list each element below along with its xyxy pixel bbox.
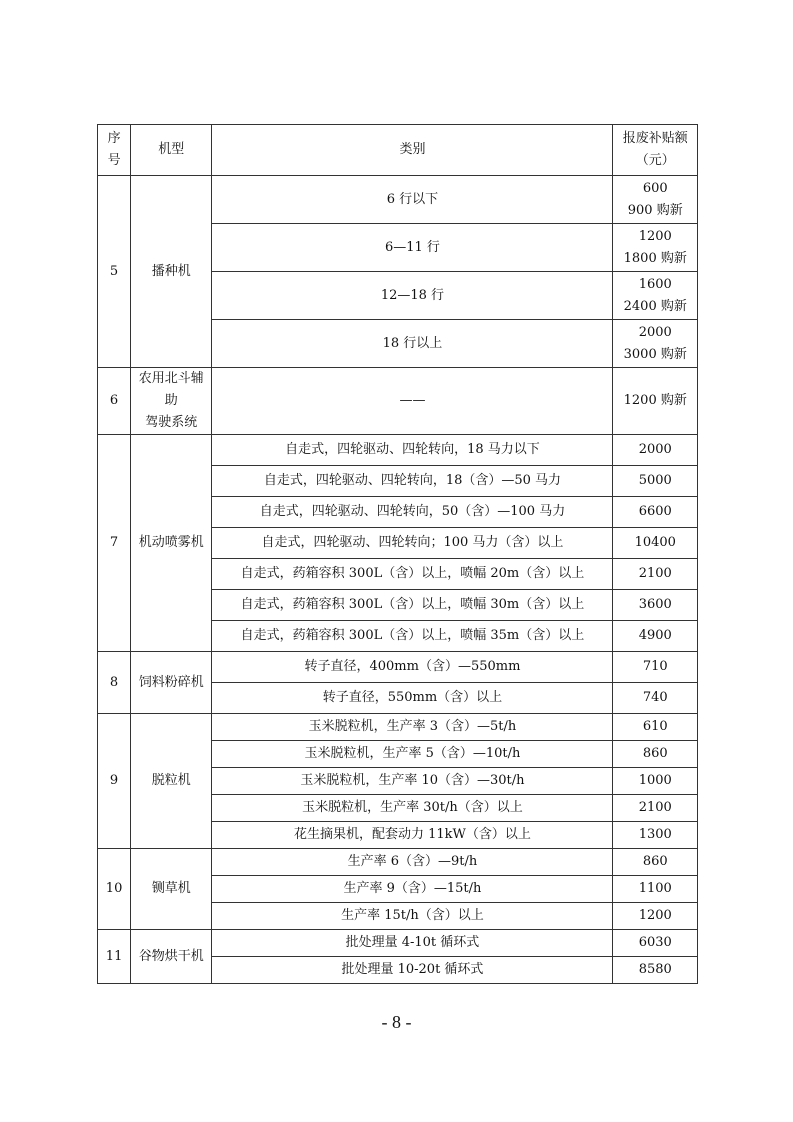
table-row — [98, 176, 698, 224]
category-cell: 自走式，四轮驱动、四轮转向；100 马力（含）以上 — [212, 528, 613, 559]
subsidy-cell — [613, 176, 698, 224]
subsidy-value: 1200 — [638, 228, 672, 244]
subsidy-cell: 710 — [613, 652, 698, 683]
subsidy-table — [97, 124, 698, 984]
table-header-row — [98, 125, 698, 176]
category-cell: 6—11 行 — [212, 224, 613, 272]
seq-cell: 7 — [98, 435, 131, 652]
subsidy-cell: 4900 — [613, 621, 698, 652]
category-cell: 自走式，药箱容积 300L（含）以上，喷幅 35m（含）以上 — [212, 621, 613, 652]
table-row — [98, 368, 698, 435]
category-cell: 自走式，四轮驱动、四轮转向，50（含）—100 马力 — [212, 497, 613, 528]
table-row — [98, 714, 698, 741]
seq-cell: 5 — [98, 176, 131, 368]
seq-cell: 9 — [98, 714, 131, 849]
model-cell: 谷物烘干机 — [131, 930, 212, 984]
table-row — [98, 849, 698, 876]
category-cell: 批处理量 10-20t 循环式 — [212, 957, 613, 984]
subsidy-cell: 5000 — [613, 466, 698, 497]
category-cell: 生产率 15t/h（含）以上 — [212, 903, 613, 930]
category-cell: 18 行以上 — [212, 320, 613, 368]
header-subsidy-line1: 报废补贴额 — [622, 131, 688, 146]
model-cell: 饲料粉碎机 — [131, 652, 212, 714]
header-model: 机型 — [131, 125, 212, 176]
model-cell — [131, 368, 212, 435]
category-cell: 玉米脱粒机，生产率 5（含）—10t/h — [212, 741, 613, 768]
header-subsidy-line2: （元） — [635, 153, 675, 168]
category-cell: 自走式，四轮驱动、四轮转向，18（含）—50 马力 — [212, 466, 613, 497]
category-cell: 自走式，四轮驱动、四轮转向，18 马力以下 — [212, 435, 613, 466]
model-cell: 机动喷雾机 — [131, 435, 212, 652]
subsidy-cell — [613, 224, 698, 272]
subsidy-value: 1600 — [638, 276, 672, 292]
subsidy-cell: 2100 — [613, 795, 698, 822]
category-cell: 自走式，药箱容积 300L（含）以上，喷幅 20m（含）以上 — [212, 559, 613, 590]
subsidy-cell — [613, 272, 698, 320]
model-line1: 农用北斗辅助 — [138, 371, 204, 408]
category-cell: 生产率 9（含）—15t/h — [212, 876, 613, 903]
seq-cell: 8 — [98, 652, 131, 714]
category-cell: 花生摘果机，配套动力 11kW（含）以上 — [212, 822, 613, 849]
subsidy-cell: 610 — [613, 714, 698, 741]
subsidy-new-value: 3000 购新 — [623, 346, 687, 362]
seq-cell: 10 — [98, 849, 131, 930]
subsidy-new-value: 1800 购新 — [623, 250, 687, 266]
category-cell: 批处理量 4-10t 循环式 — [212, 930, 613, 957]
subsidy-cell: 1200 购新 — [613, 368, 698, 435]
category-cell: —— — [212, 368, 613, 435]
model-cell: 铡草机 — [131, 849, 212, 930]
subsidy-cell — [613, 320, 698, 368]
model-line2: 驾驶系统 — [145, 415, 198, 430]
subsidy-value: 2000 — [638, 324, 672, 340]
category-cell: 转子直径，400mm（含）—550mm — [212, 652, 613, 683]
subsidy-cell: 1200 — [613, 903, 698, 930]
table-row — [98, 930, 698, 957]
subsidy-cell: 860 — [613, 849, 698, 876]
subsidy-cell: 860 — [613, 741, 698, 768]
subsidy-cell: 1100 — [613, 876, 698, 903]
seq-cell: 6 — [98, 368, 131, 435]
page-number: - 8 - — [381, 1012, 412, 1032]
subsidy-new-value: 2400 购新 — [623, 298, 687, 314]
subsidy-cell: 2000 — [613, 435, 698, 466]
seq-cell: 11 — [98, 930, 131, 984]
table-row — [98, 435, 698, 466]
table-row — [98, 652, 698, 683]
header-category: 类别 — [212, 125, 613, 176]
subsidy-cell: 1300 — [613, 822, 698, 849]
subsidy-new-value: 900 购新 — [627, 202, 683, 218]
category-cell: 转子直径，550mm（含）以上 — [212, 683, 613, 714]
header-seq: 序号 — [98, 125, 131, 176]
model-cell: 脱粒机 — [131, 714, 212, 849]
header-subsidy — [613, 125, 698, 176]
subsidy-value: 600 — [642, 180, 668, 196]
subsidy-cell: 6030 — [613, 930, 698, 957]
subsidy-cell: 1000 — [613, 768, 698, 795]
subsidy-cell: 3600 — [613, 590, 698, 621]
model-cell: 播种机 — [131, 176, 212, 368]
subsidy-cell: 2100 — [613, 559, 698, 590]
category-cell: 玉米脱粒机，生产率 3（含）—5t/h — [212, 714, 613, 741]
subsidy-cell: 8580 — [613, 957, 698, 984]
category-cell: 自走式，药箱容积 300L（含）以上，喷幅 30m（含）以上 — [212, 590, 613, 621]
subsidy-cell: 10400 — [613, 528, 698, 559]
category-cell: 12—18 行 — [212, 272, 613, 320]
category-cell: 玉米脱粒机，生产率 10（含）—30t/h — [212, 768, 613, 795]
category-cell: 玉米脱粒机，生产率 30t/h（含）以上 — [212, 795, 613, 822]
subsidy-cell: 6600 — [613, 497, 698, 528]
category-cell: 生产率 6（含）—9t/h — [212, 849, 613, 876]
category-cell: 6 行以下 — [212, 176, 613, 224]
subsidy-cell: 740 — [613, 683, 698, 714]
